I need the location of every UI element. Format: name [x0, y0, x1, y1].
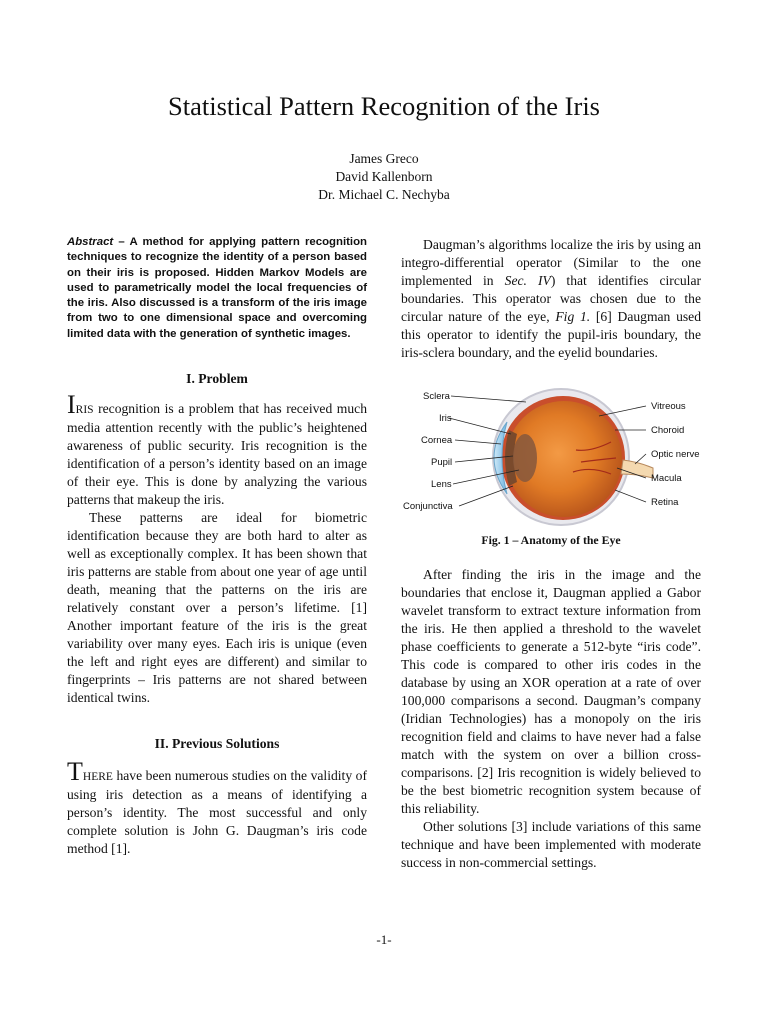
drop-cap: T [67, 757, 83, 787]
label-pupil: Pupil [431, 457, 453, 468]
problem-paragraph-2: These patterns are ideal for biometric identification because they are both hard to alter as well as exceptionally complex. It has been shown that iris patterns are stable from about one year of age until death, meaning that the patterns on the iris are relatively constant over a person’s lifetime. [1] Another important feature of the iris is the great variability over many eyes. Each iris is unique (even the left and right eyes are different) and similar to fingerprints – Iris patterns are not shared between identical twins. [67, 510, 367, 706]
problem-paragraph-1 [67, 390, 367, 509]
figure-caption: Fig. 1 – Anatomy of the Eye [481, 533, 621, 547]
label-vitreous: Vitreous [651, 401, 686, 412]
page-number: -1- [376, 932, 392, 947]
author-name: David Kallenborn [335, 169, 433, 184]
label-conjunctiva: Conjunctiva [403, 501, 453, 512]
paragraph-text: ) that identifies circular boundaries. This operator was chosen due to the circular nature of the eye, [401, 273, 702, 324]
paragraph-text: Daugman’s algorithms localize the iris by using an integro-differential operator (Similar to the one implemented in [401, 237, 701, 288]
section-reference: Sec. IV [504, 273, 551, 288]
drop-cap: I [67, 390, 76, 420]
paragraph-text: [6] Daugman used this operator to identify the pupil-iris boundary, the iris-sclera boundary, and the eyelid boundaries. [401, 309, 701, 360]
right-column [401, 236, 701, 872]
abstract [67, 235, 367, 342]
daugman-paragraph [401, 236, 701, 362]
section-heading-previous-solutions: II. Previous Solutions [154, 736, 280, 752]
author-name: James Greco [349, 151, 419, 166]
lead-word: HERE [82, 771, 113, 784]
label-choroid: Choroid [651, 425, 685, 436]
other-solutions-paragraph: Other solutions [3] include variations of this same technique and have been implemented with moderate success in non-commercial settings. [401, 819, 701, 870]
eye-anatomy-figure [401, 382, 701, 532]
author-name: Dr. Michael C. Nechyba [318, 187, 450, 202]
iris-code-paragraph: After finding the iris in the image and the boundaries that enclose it, Daugman applied a Gabor wavelet transform to extract texture information from the iris. He then applied a threshold to the wavelet phase coefficients to generate a 512-byte “iris code”. This code is compared to other iris codes in the database by using an XOR operation at a rate of over 100,000 comparisons a second. Daugman’s company (Iridian Technologies) has a monopoly on the iris recognition field and claims to have never had a false match with the system on over a billion cross-comparisons. [2] Iris recognition is widely believed to be the best biometric recognition system because of this reliability. [401, 567, 701, 816]
label-macula: Macula [651, 473, 682, 484]
paragraph-text: recognition is a problem that has received much media attention recently with the public’s heightened awareness of public security. Iris recognition is the identification of a person’s identity based on an image of their eye. This is done by analyzing the various patterns that makeup the iris. [67, 401, 367, 508]
author-list [0, 150, 768, 204]
abstract-label: Abstract [67, 236, 114, 248]
paragraph-text: have been numerous studies on the validity of using iris detection as a means of identifying a person’s identity. The most successful and only complete solution is John G. Daugman’s iris code method [1]. [67, 768, 367, 857]
label-retina: Retina [651, 497, 679, 508]
left-column [67, 235, 367, 858]
label-optic-nerve: Optic nerve [651, 449, 700, 460]
label-lens: Lens [431, 479, 452, 490]
paper-title: Statistical Pattern Recognition of the Iris [167, 91, 600, 121]
figure-reference: Fig 1. [555, 309, 591, 324]
label-cornea: Cornea [421, 435, 453, 446]
label-sclera: Sclera [423, 391, 450, 402]
abstract-text: – A method for applying pattern recognition techniques to recognize the identity of a person based on their iris is proposed. Hidden Markov Models are used to parametrically model the local frequencies of the iris. Also discussed is a transform of the iris image from two to one dimensional space and overcoming limited data with the generation of synthetic images. [67, 236, 367, 340]
section-heading-problem: I. Problem [186, 371, 248, 387]
lead-word: RIS [75, 404, 94, 417]
previous-paragraph-1 [67, 757, 367, 858]
label-iris: Iris [439, 413, 452, 424]
